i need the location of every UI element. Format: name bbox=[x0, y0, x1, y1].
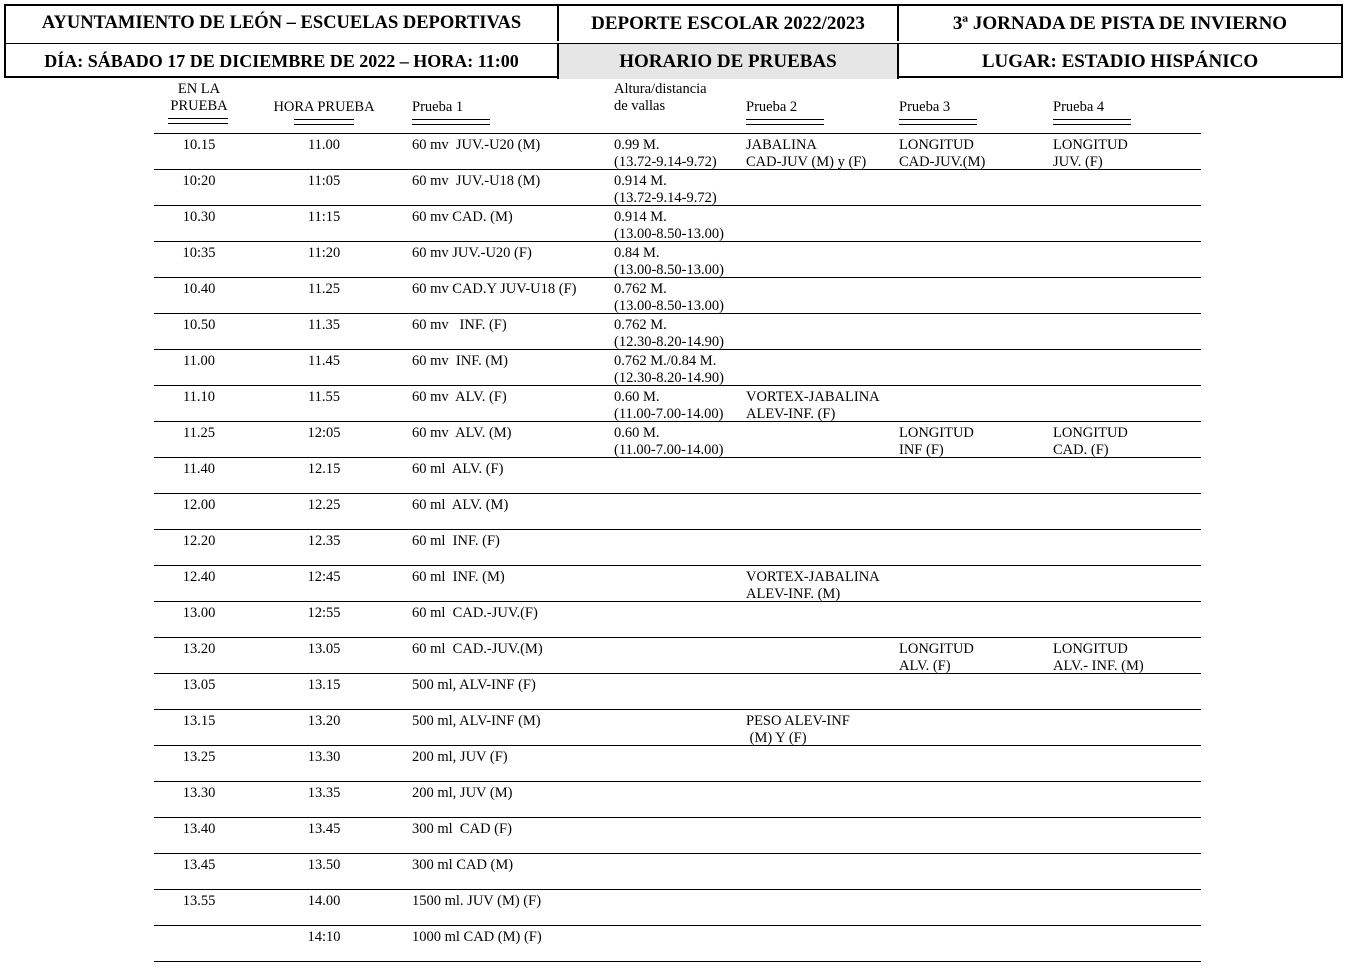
cell-prueba2-line: VORTEX-JABALINA bbox=[746, 389, 880, 405]
cell-altura bbox=[614, 425, 723, 459]
cell-prueba1: 500 ml, ALV-INF (F) bbox=[412, 677, 536, 693]
table-row bbox=[154, 494, 1201, 530]
cell-prueba2 bbox=[746, 713, 850, 747]
cell-en-la-prueba: 10.50 bbox=[182, 317, 216, 333]
cell-prueba3-line: LONGITUD bbox=[899, 137, 974, 153]
cell-prueba2-line: VORTEX-JABALINA bbox=[746, 569, 880, 585]
double-underline bbox=[412, 119, 490, 125]
schedule-rows bbox=[154, 134, 1201, 962]
cell-prueba4-line: LONGITUD bbox=[1053, 425, 1128, 441]
table-row bbox=[154, 890, 1201, 926]
cell-hora-prueba: 12.15 bbox=[307, 461, 341, 477]
table-row bbox=[154, 278, 1201, 314]
cell-prueba1: 1500 ml. JUV (M) (F) bbox=[412, 893, 542, 909]
season-title: DEPORTE ESCOLAR 2022/2023 bbox=[557, 6, 899, 41]
cell-altura-line: (13.00-8.50-13.00) bbox=[614, 262, 724, 278]
table-row bbox=[154, 134, 1201, 170]
cell-altura-line: 0.762 M. bbox=[614, 317, 667, 333]
table-row bbox=[154, 386, 1201, 422]
col-header-prueba2 bbox=[746, 99, 824, 125]
cell-hora-prueba: 11:20 bbox=[307, 245, 341, 261]
cell-prueba2-line: CAD-JUV (M) y (F) bbox=[746, 154, 867, 170]
col-header-line: Prueba 3 bbox=[899, 99, 951, 115]
cell-prueba1: 60 mv INF. (M) bbox=[412, 353, 508, 369]
col-header-prueba1 bbox=[412, 99, 490, 125]
venue: LUGAR: ESTADIO HISPÁNICO bbox=[981, 50, 1259, 72]
cell-en-la-prueba: 13.20 bbox=[182, 641, 216, 657]
col-header-hora-prueba bbox=[264, 99, 384, 125]
cell-prueba2-line: (M) Y (F) bbox=[746, 730, 807, 746]
cell-en-la-prueba: 11.25 bbox=[182, 425, 216, 441]
table-row bbox=[154, 458, 1201, 494]
table-row bbox=[154, 674, 1201, 710]
table-row bbox=[154, 854, 1201, 890]
cell-prueba2-line: JABALINA bbox=[746, 137, 817, 153]
col-header-line: Prueba 1 bbox=[412, 99, 464, 115]
cell-en-la-prueba: 12.20 bbox=[182, 533, 216, 549]
header-row-1 bbox=[6, 6, 1341, 41]
cell-prueba1: 200 ml, JUV (M) bbox=[412, 785, 513, 801]
cell-prueba2 bbox=[746, 569, 880, 603]
double-underline bbox=[1053, 119, 1131, 125]
cell-en-la-prueba: 10.40 bbox=[182, 281, 216, 297]
cell-en-la-prueba: 13.30 bbox=[182, 785, 216, 801]
col-header-altura bbox=[614, 81, 707, 115]
cell-prueba3-line: ALV. (F) bbox=[899, 658, 951, 674]
cell-altura-line: (13.00-8.50-13.00) bbox=[614, 298, 724, 314]
cell-altura-line: (13.00-8.50-13.00) bbox=[614, 226, 724, 242]
cell-altura-line: 0.914 M. bbox=[614, 209, 667, 225]
cell-prueba3 bbox=[899, 137, 985, 171]
cell-hora-prueba: 12:55 bbox=[307, 605, 341, 621]
cell-altura bbox=[614, 281, 724, 315]
cell-hora-prueba: 13.35 bbox=[307, 785, 341, 801]
cell-altura bbox=[614, 317, 724, 351]
cell-en-la-prueba: 12.40 bbox=[182, 569, 216, 585]
col-header-line: Prueba 4 bbox=[1053, 99, 1105, 115]
col-header-en-la-prueba bbox=[154, 81, 244, 124]
cell-hora-prueba: 11:05 bbox=[307, 173, 341, 189]
cell-en-la-prueba: 12.00 bbox=[182, 497, 216, 513]
cell-hora-prueba: 12.25 bbox=[307, 497, 341, 513]
cell-altura-line: (13.72-9.14-9.72) bbox=[614, 154, 717, 170]
cell-hora-prueba: 14.00 bbox=[307, 893, 341, 909]
cell-prueba4-line: ALV.- INF. (M) bbox=[1053, 658, 1144, 674]
cell-altura-line: (11.00-7.00-14.00) bbox=[614, 406, 724, 422]
cell-prueba1: 60 ml INF. (M) bbox=[412, 569, 505, 585]
cell-en-la-prueba: 13.40 bbox=[182, 821, 216, 837]
cell-altura-line: 0.762 M./0.84 M. bbox=[614, 353, 717, 369]
cell-hora-prueba: 13.15 bbox=[307, 677, 341, 693]
cell-prueba1: 60 mv JUV.-U20 (M) bbox=[412, 137, 541, 153]
table-row bbox=[154, 350, 1201, 386]
cell-hora-prueba: 11.25 bbox=[307, 281, 341, 297]
table-row bbox=[154, 926, 1201, 962]
event-title: 3ª JORNADA DE PISTA DE INVIERNO bbox=[952, 12, 1288, 34]
table-row bbox=[154, 746, 1201, 782]
cell-prueba1: 60 mv ALV. (M) bbox=[412, 425, 512, 441]
cell-prueba1: 60 ml INF. (F) bbox=[412, 533, 500, 549]
cell-prueba1: 60 mv INF. (F) bbox=[412, 317, 507, 333]
col-header-line: Altura/distancia bbox=[614, 81, 707, 97]
cell-prueba3-line: LONGITUD bbox=[899, 425, 974, 441]
cell-en-la-prueba: 11.40 bbox=[182, 461, 216, 477]
cell-prueba2-line: ALEV-INF. (F) bbox=[746, 406, 836, 422]
schedule-title: HORARIO DE PRUEBAS bbox=[557, 44, 899, 79]
organizer-title: AYUNTAMIENTO DE LEÓN – ESCUELAS DEPORTIVAS bbox=[41, 13, 522, 33]
cell-hora-prueba: 12:05 bbox=[307, 425, 341, 441]
cell-altura-line: 0.762 M. bbox=[614, 281, 667, 297]
cell-hora-prueba: 13.30 bbox=[307, 749, 341, 765]
cell-prueba1: 60 mv JUV.-U20 (F) bbox=[412, 245, 532, 261]
cell-prueba3 bbox=[899, 425, 974, 459]
table-row bbox=[154, 242, 1201, 278]
cell-en-la-prueba: 13.15 bbox=[182, 713, 216, 729]
cell-altura-line: 0.99 M. bbox=[614, 137, 660, 153]
cell-altura-line: 0.60 M. bbox=[614, 425, 660, 441]
double-underline bbox=[746, 119, 824, 125]
table-row bbox=[154, 818, 1201, 854]
cell-hora-prueba: 11.55 bbox=[307, 389, 341, 405]
table-row bbox=[154, 602, 1201, 638]
cell-hora-prueba: 12.35 bbox=[307, 533, 341, 549]
cell-prueba4 bbox=[1053, 137, 1128, 171]
cell-prueba1: 60 ml ALV. (M) bbox=[412, 497, 509, 513]
document-header bbox=[4, 4, 1343, 78]
table-row bbox=[154, 782, 1201, 818]
cell-hora-prueba: 12:45 bbox=[307, 569, 341, 585]
cell-prueba1: 200 ml, JUV (F) bbox=[412, 749, 508, 765]
cell-altura-line: 0.84 M. bbox=[614, 245, 660, 261]
cell-altura bbox=[614, 209, 724, 243]
cell-prueba1: 60 mv CAD. (M) bbox=[412, 209, 513, 225]
cell-hora-prueba: 11.00 bbox=[307, 137, 341, 153]
cell-prueba2 bbox=[746, 137, 866, 171]
cell-prueba1: 60 ml CAD.-JUV.(F) bbox=[412, 605, 538, 621]
cell-en-la-prueba: 11.00 bbox=[182, 353, 216, 369]
double-underline bbox=[168, 118, 228, 124]
cell-prueba3-line: LONGITUD bbox=[899, 641, 974, 657]
cell-en-la-prueba: 10.30 bbox=[182, 209, 216, 225]
cell-prueba3-line: CAD-JUV.(M) bbox=[899, 154, 986, 170]
cell-prueba4-line: LONGITUD bbox=[1053, 137, 1128, 153]
col-header-line: de vallas bbox=[614, 98, 666, 114]
col-header-prueba4 bbox=[1053, 99, 1131, 125]
col-header-prueba3 bbox=[899, 99, 977, 125]
cell-altura-line: (12.30-8.20-14.90) bbox=[614, 334, 724, 350]
cell-hora-prueba: 13.50 bbox=[307, 857, 341, 873]
cell-en-la-prueba: 11.10 bbox=[182, 389, 216, 405]
cell-altura-line: (13.72-9.14-9.72) bbox=[614, 190, 717, 206]
cell-hora-prueba: 13.45 bbox=[307, 821, 341, 837]
cell-en-la-prueba: 10:20 bbox=[182, 173, 216, 189]
table-row bbox=[154, 206, 1201, 242]
table-row bbox=[154, 710, 1201, 746]
cell-prueba1: 500 ml, ALV-INF (M) bbox=[412, 713, 541, 729]
cell-prueba1: 60 mv ALV. (F) bbox=[412, 389, 507, 405]
cell-prueba4-line: CAD. (F) bbox=[1053, 442, 1109, 458]
cell-prueba1: 300 ml CAD (M) bbox=[412, 857, 514, 873]
table-row bbox=[154, 170, 1201, 206]
table-row bbox=[154, 422, 1201, 458]
cell-altura-line: (12.30-8.20-14.90) bbox=[614, 370, 724, 386]
cell-en-la-prueba: 13.25 bbox=[182, 749, 216, 765]
cell-en-la-prueba: 13.05 bbox=[182, 677, 216, 693]
cell-altura-line: 0.60 M. bbox=[614, 389, 660, 405]
cell-hora-prueba: 14:10 bbox=[307, 929, 341, 945]
cell-prueba4 bbox=[1053, 641, 1144, 675]
cell-prueba4-line: LONGITUD bbox=[1053, 641, 1128, 657]
cell-prueba1: 60 mv JUV.-U18 (M) bbox=[412, 173, 541, 189]
cell-hora-prueba: 11.35 bbox=[307, 317, 341, 333]
cell-altura-line: 0.914 M. bbox=[614, 173, 667, 189]
table-row bbox=[154, 566, 1201, 602]
cell-hora-prueba: 11.45 bbox=[307, 353, 341, 369]
cell-prueba1: 60 ml ALV. (F) bbox=[412, 461, 504, 477]
table-row bbox=[154, 530, 1201, 566]
cell-prueba1: 60 ml CAD.-JUV.(M) bbox=[412, 641, 543, 657]
cell-altura bbox=[614, 245, 724, 279]
double-underline bbox=[294, 119, 354, 125]
cell-prueba4 bbox=[1053, 425, 1128, 459]
cell-altura-line: (11.00-7.00-14.00) bbox=[614, 442, 724, 458]
cell-altura bbox=[614, 173, 717, 207]
cell-hora-prueba: 13.05 bbox=[307, 641, 341, 657]
cell-prueba3-line: INF (F) bbox=[899, 442, 944, 458]
cell-prueba3 bbox=[899, 641, 974, 675]
cell-en-la-prueba: 13.00 bbox=[182, 605, 216, 621]
cell-en-la-prueba: 13.55 bbox=[182, 893, 216, 909]
cell-en-la-prueba: 10:35 bbox=[182, 245, 216, 261]
cell-en-la-prueba: 10.15 bbox=[182, 137, 216, 153]
cell-en-la-prueba: 13.45 bbox=[182, 857, 216, 873]
cell-hora-prueba: 13.20 bbox=[307, 713, 341, 729]
col-header-line: Prueba 2 bbox=[746, 99, 798, 115]
table-row bbox=[154, 638, 1201, 674]
cell-hora-prueba: 11:15 bbox=[307, 209, 341, 225]
double-underline bbox=[899, 119, 977, 125]
table-row bbox=[154, 314, 1201, 350]
cell-prueba1: 60 mv CAD.Y JUV-U18 (F) bbox=[412, 281, 577, 297]
cell-prueba1: 300 ml CAD (F) bbox=[412, 821, 512, 837]
cell-altura bbox=[614, 137, 717, 171]
col-header-line: EN LA bbox=[177, 81, 221, 97]
col-header-line: HORA PRUEBA bbox=[273, 99, 375, 115]
date-time: DÍA: SÁBADO 17 DE DICIEMBRE DE 2022 – HORA: 11:00 bbox=[44, 51, 519, 71]
cell-altura bbox=[614, 353, 724, 387]
cell-prueba2-line: PESO ALEV-INF bbox=[746, 713, 850, 729]
header-row-2 bbox=[6, 43, 1341, 79]
cell-altura bbox=[614, 389, 723, 423]
cell-prueba1: 1000 ml CAD (M) (F) bbox=[412, 929, 542, 945]
col-header-line: PRUEBA bbox=[170, 98, 228, 114]
cell-prueba2 bbox=[746, 389, 880, 423]
cell-prueba4-line: JUV. (F) bbox=[1053, 154, 1103, 170]
cell-prueba2-line: ALEV-INF. (M) bbox=[746, 586, 841, 602]
